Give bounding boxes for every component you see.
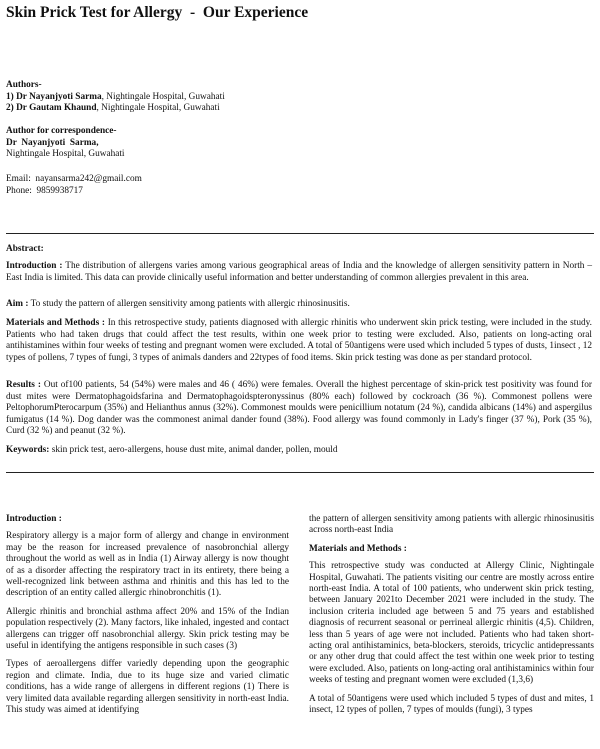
abstract-introduction-label: Introduction : [6,261,63,271]
abstract-results-text: Out of100 patients, 54 (54%) were males and 46 ( 46%) were females. Overall the highest percentage of skin-prick test positivity was found for dust mites were Dermatophagoidsfarina and Dermatophagoidspteronyssinus (80% each) followed by cockroach (36 %). Commonest pollens were PeltophorumPterocarpum (35%) and Helianthus annus (32%). Commonest moulds were penicillium notatum (24 %), candida albicans (14%) and aspergilus fumigatus (14 %). Dog dander was the commonest animal dander found (38%). Food allergy was found commonly in Lady's finger (37 %), Pork (35 %), Curd (32 %) and peanut (32 %). [6,380,592,436]
body-right-column [309,514,594,724]
author-2-name: Dr Gautam Khaund [16,103,97,114]
correspondence-block [6,126,125,161]
author-2-affiliation: , Nightingale Hospital, Guwahati [96,103,220,114]
abstract-keywords-label: Keywords: [6,445,50,455]
abstract-keywords [6,445,592,457]
phone-text: Phone: 9859938717 [6,185,83,196]
abstract-aim-text: To study the pattern of allergen sensitivity among patients with allergic rhinosinusitis. [30,299,350,309]
divider-top [6,233,594,234]
methods-heading: Materials and Methods : [309,543,407,554]
abstract-introduction-text: The distribution of allergens varies among various geographical areas of India and the knowledge of allergen sensitivity pattern in North – East India is limited. This data can provide clinically useful information and better understanding of common allergies prevalent in this area. [6,261,593,283]
abstract-methods [6,318,592,364]
abstract-keywords-text: skin prick test, aero-allergens, house dust mite, animal dander, pollen, mould [51,445,338,455]
intro-continuation: the pattern of allergen sensitivity among patients with allergic rhinosinusitis across north-east India [309,514,594,536]
intro-paragraph-2: Allergic rhinitis and bronchial asthma affect 20% and 15% of the Indian population respectively (2). Many factors, like inhaled, ingested and contact allergens can trigger off nasobronchial allergy. Skin prick testing may be useful in identifying the antigens responsible in such cases (3) [6,606,289,652]
body-left-column [6,514,289,724]
authors-heading: Authors- [6,80,42,90]
intro-paragraph-3: Types of aeroallergens differ variedly depending upon the geographic region and climate. India, due to its huge size and varied climatic conditions, has a wide range of allergens in different regions (1) There is very limited data available regarding allergen sensitivity in north-east India. This study was aimed at identifying [6,659,289,716]
correspondence-affiliation: Nightingale Hospital, Guwahati [6,149,125,160]
introduction-heading: Introduction : [6,514,62,524]
author-1-affiliation: , Nightingale Hospital, Guwahati [101,91,225,102]
abstract-introduction [6,261,592,284]
methods-paragraph-1: This retrospective study was conducted at Allergy Clinic, Nightingale Hospital, Guwahati. The patients visiting our centre are mostly across entire north-east India. A total of 100 patients, who underwent skin prick testing, between January 2021to December 2021 were included in the study. The inclusion criteria included age between 5 and 75 years and established diagnosis of recurrent seasonal or perrineal allergic rhinitis (4,5). Children, less than 5 years of age were not included. Patients who had taken short-acting oral antihistaminics, beta-blockers, steroids, tricyclic antidepressants or any other drug that could affect the test within one week prior to testing were excluded. Also, patients on long-acting oral antihistaminics within four weeks of testing and pregnant women were excluded (1,3,6) [309,561,594,686]
abstract-results [6,380,592,438]
correspondence-name: Dr Nayanjyoti Sarma, [6,137,99,148]
contact-block [6,174,142,197]
methods-paragraph-2: A total of 50antigens were used which included 5 types of dust and mites, 1 insect, 12 types of pollen, 7 types of moulds (fungi), 3 types [309,693,594,716]
abstract-methods-text: In this retrospective study, patients diagnosed with allergic rhinitis who underwent skin prick testing, were included in the study. Patients who had taken drugs that could affect the test results, within one week prior to testing were excluded. Also, patients on long-acting oral antihistamines within four weeks of testing and pregnant women were excluded. A total of 50antigens were used which included 5 types of dusts, 1insect , 12 types of pollens, 7 types of fungi, 3 types of animals danders and 22types of food items. Skin prick testing was done as per standard protocol. [6,318,593,363]
abstract-aim [6,299,592,311]
authors-block [6,80,225,115]
correspondence-heading: Author for correspondence- [6,126,117,136]
abstract-aim-label: Aim : [6,299,29,309]
author-1: 1) Dr Nayanjyoti Sarma, Nightingale Hospital, Guwahati [6,91,225,102]
paper-title: Skin Prick Test for Allergy - Our Experience [6,4,309,21]
author-1-name: Dr Nayanjyoti Sarma [16,91,102,102]
email-text: Email: nayansarma242@gmail.com [6,174,142,184]
abstract-heading: Abstract: [6,244,44,254]
abstract-methods-label: Materials and Methods : [6,318,105,328]
intro-paragraph-1: Respiratory allergy is a major form of allergy and change in environment may be the reason for increased prevalence of nasobronchial allergy throughout the world as well as in India (1) Airway allergy is now thought of as a disorder affecting the respiratory tract in its entirety, there being a well-recognized link between asthma and rhinitis and this has led to the description of an entity called allergic rhinobronchitis (1). [6,531,289,599]
divider-bottom [6,472,594,473]
author-2: 2) Dr Gautam Khaund, Nightingale Hospital, Guwahati [6,103,220,114]
abstract-results-label: Results : [6,380,41,390]
